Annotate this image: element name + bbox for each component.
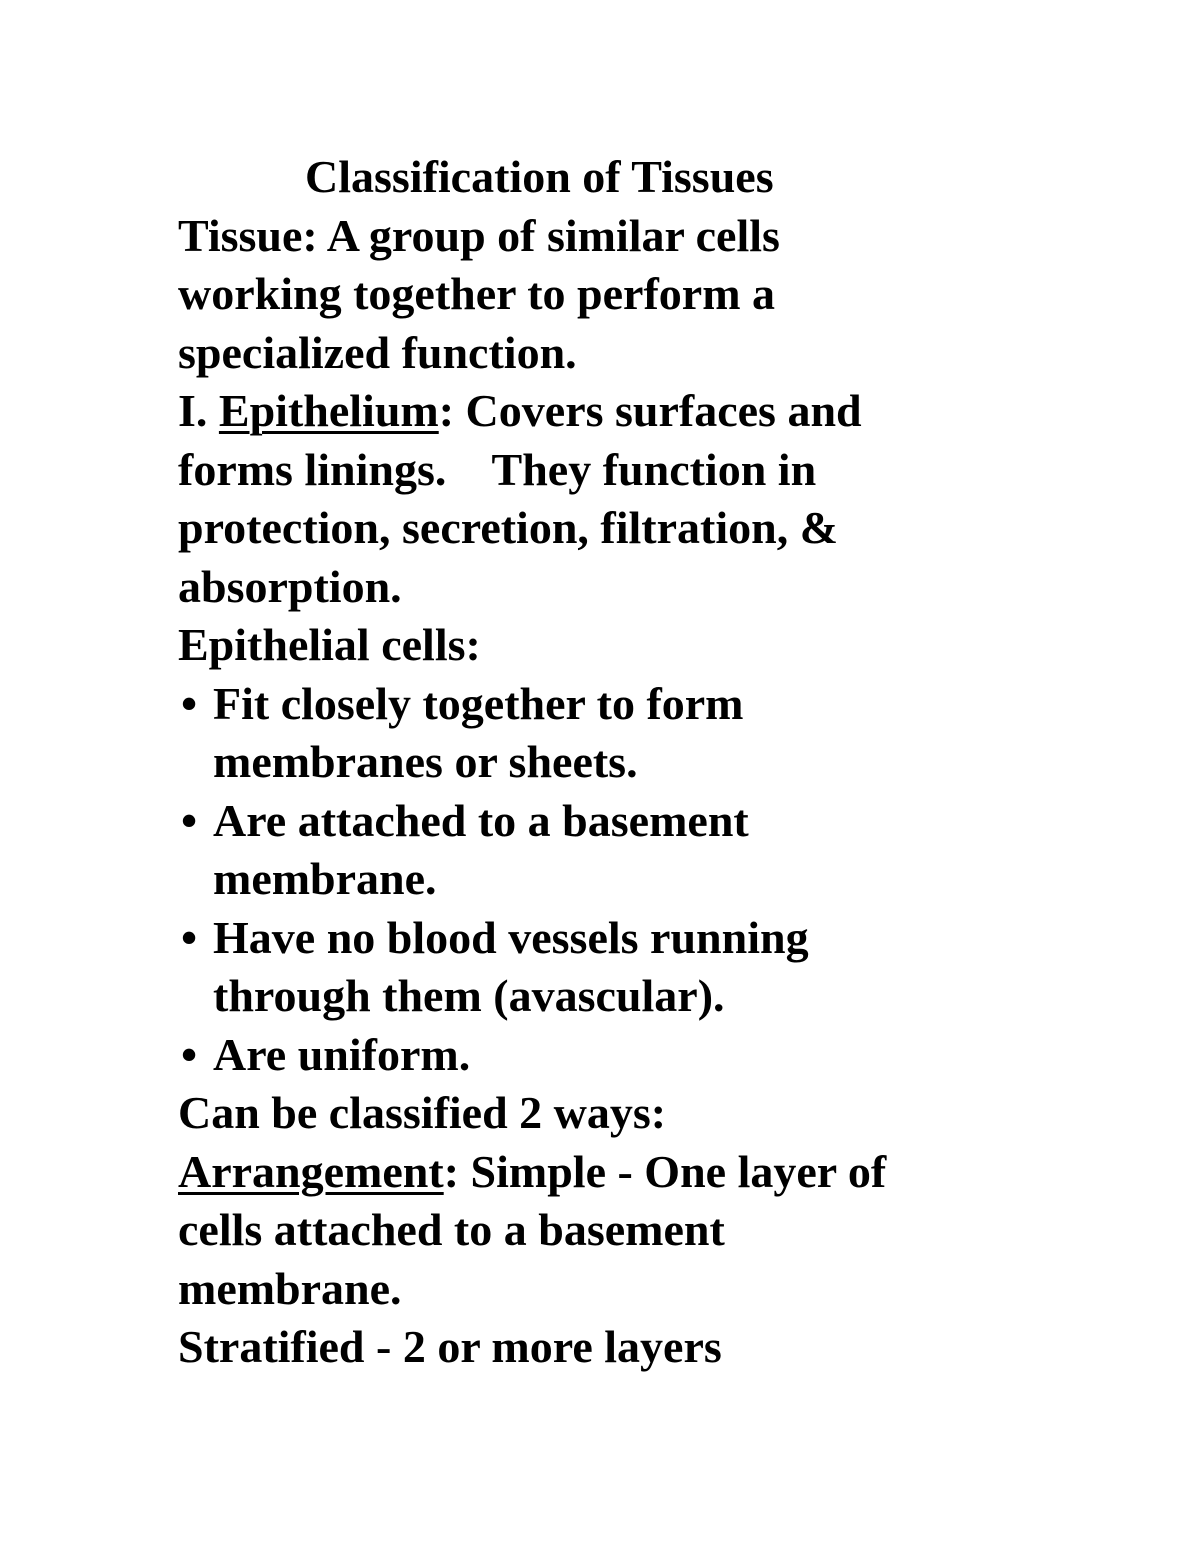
bullet-item [178, 1026, 1078, 1085]
epithelium-first-line-rest: : Covers surfaces and [438, 385, 862, 436]
bullet-item [178, 792, 1078, 909]
bullet-dot: • [181, 1028, 198, 1080]
bullet-item [178, 675, 1078, 792]
document-title: Classification of Tissues [305, 151, 774, 202]
epithelium-line-4: absorption. [178, 560, 402, 612]
epithelium-line-2: forms linings. They function in [178, 443, 817, 495]
classified-line: Can be classified 2 ways: [178, 1087, 667, 1138]
document-body [178, 148, 1078, 1377]
arrangement-line-2: cells attached to a basement [178, 1204, 725, 1255]
bullet-dot: • [181, 794, 198, 846]
bullet-line: Fit closely together to form [213, 677, 744, 729]
bullet-dot: • [181, 911, 198, 963]
bullet-line: Are uniform. [213, 1028, 471, 1080]
bullet-dot: • [181, 677, 198, 729]
arrangement-term: Arrangement [178, 1145, 444, 1197]
bullet-line: through them (avascular). [213, 970, 725, 1021]
epithelium-line-3: protection, secretion, filtration, & [178, 502, 839, 553]
arrangement-heading-line [178, 1143, 1078, 1202]
stratified-line: Stratified - 2 or more layers [178, 1321, 722, 1372]
bullet-line: membranes or sheets. [213, 736, 638, 787]
arrangement-line-3: membrane. [178, 1262, 402, 1314]
epithelium-heading-line [178, 382, 1078, 441]
definition-line-2: working together to perform a [178, 268, 776, 319]
definition-line-1: Tissue: A group of similar cells [178, 209, 780, 261]
arrangement-first-line-rest: : Simple - One layer of [443, 1145, 887, 1197]
bullet-line: Are attached to a basement [213, 794, 749, 846]
definition-line-3: specialized function. [178, 326, 577, 378]
bullet-item [178, 909, 1078, 1026]
epithelium-term: Epithelium [218, 385, 439, 436]
bullet-line: membrane. [213, 853, 437, 904]
cells-heading: Epithelial cells: [178, 619, 481, 670]
bullet-line: Have no blood vessels running [213, 911, 809, 963]
epithelium-prefix: I. [178, 385, 219, 436]
